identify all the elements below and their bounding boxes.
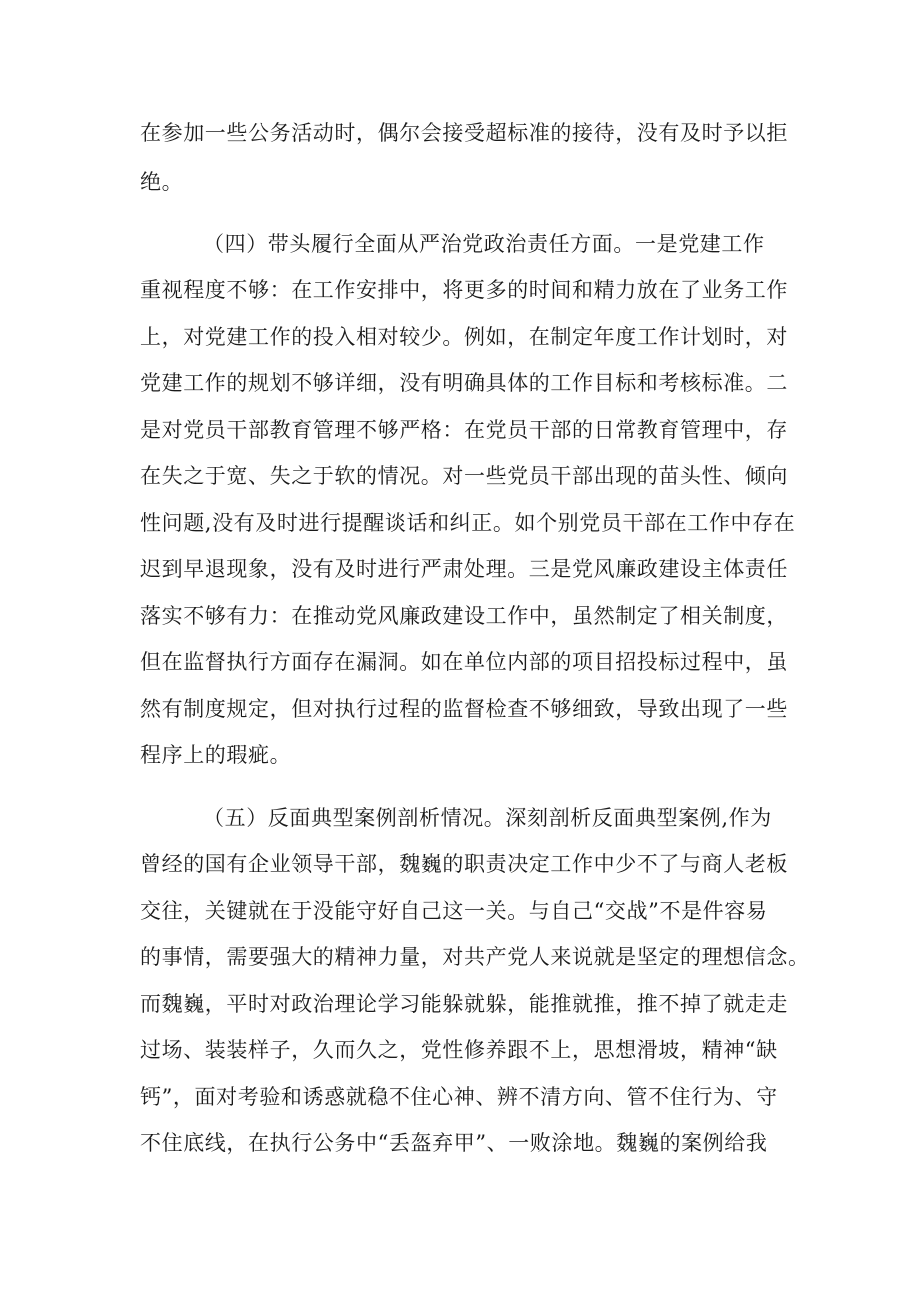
- text-line: 不住底线，在执行公务中“丢盔弃甲”、一败涂地。魏巍的案例给我: [140, 1131, 768, 1155]
- text-line: 在失之于宽、失之于软的情况。对一些党员干部出现的苗头性、倾向: [140, 464, 788, 488]
- text-line: 的事情，需要强大的精神力量，对共产党人来说就是坚定的理想信念。: [140, 945, 810, 969]
- text-line: 过场、装装样子，久而久之，党性修养跟不上，思想滑坡，精神“缺: [140, 1038, 778, 1062]
- text-line: 而魏巍，平时对政治理论学习能躲就躲，能推就推，推不掉了就走走: [140, 992, 788, 1016]
- text-line: 党建工作的规划不够详细，没有明确具体的工作目标和考核标准。二: [140, 371, 788, 395]
- text-line: 在参加一些公务活动时，偶尔会接受超标准的接待，没有及时予以拒: [140, 121, 788, 145]
- text-line: 上，对党建工作的投入相对较少。例如，在制定年度工作计划时，对: [140, 325, 788, 349]
- text-line: 钙”，面对考验和诱惑就稳不住心神、辨不清方向、管不住行为、守: [140, 1085, 778, 1109]
- text-line: 重视程度不够：在工作安排中，将更多的时间和精力放在了业务工作: [140, 278, 788, 302]
- text-line: 落实不够有力：在推动党风廉政建设工作中，虽然制定了相关制度，: [140, 604, 788, 628]
- text-line-section-5-heading: （五）反面典型案例剖析情况。深刻剖析反面典型案例,作为: [203, 806, 772, 830]
- text-line: 程序上的瑕疵。: [140, 743, 292, 767]
- text-line: 迟到早退现象，没有及时进行严肃处理。三是党风廉政建设主体责任: [140, 557, 788, 581]
- text-line: 绝。: [140, 170, 184, 194]
- text-line: 然有制度规定，但对执行过程的监督检查不够细致，导致出现了一些: [140, 697, 788, 721]
- text-line: 性问题,没有及时进行提醒谈话和纠正。如个别党员干部在工作中存在: [140, 511, 796, 535]
- text-line-section-4-heading: （四）带头履行全面从严治党政治责任方面。一是党建工作: [203, 232, 765, 256]
- text-line: 曾经的国有企业领导干部，魏巍的职责决定工作中少不了与商人老板: [140, 852, 788, 876]
- text-line: 交往，关键就在于没能守好自己这一关。与自己“交战”不是件容易: [140, 899, 768, 923]
- text-line: 但在监督执行方面存在漏洞。如在单位内部的项目招投标过程中，虽: [140, 650, 788, 674]
- text-line: 是对党员干部教育管理不够严格：在党员干部的日常教育管理中，存: [140, 418, 788, 442]
